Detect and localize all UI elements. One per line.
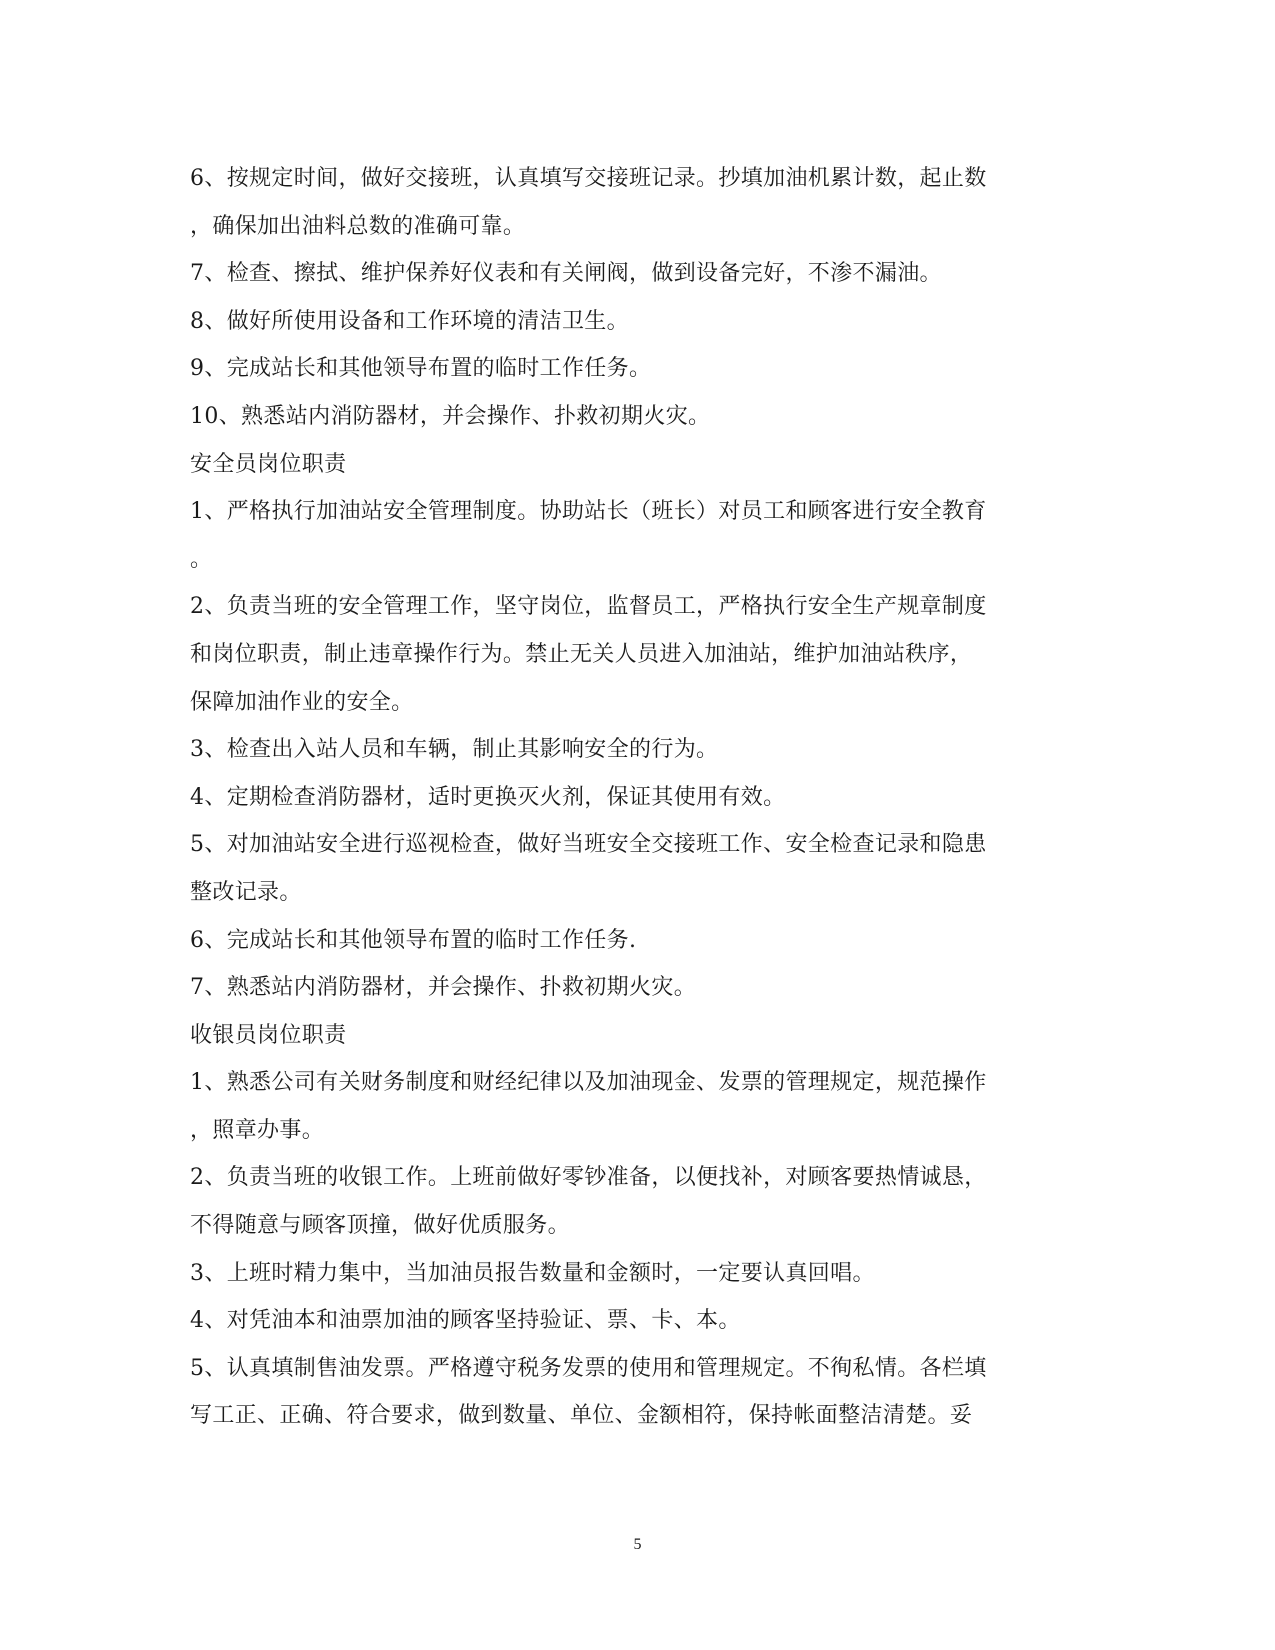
text-line: 10、熟悉站内消防器材，并会操作、扑救初期火灾。 [190, 403, 711, 429]
text-line: 9、完成站长和其他领导布置的临时工作任务。 [190, 356, 652, 382]
section-heading: 安全员岗位职责 [190, 451, 347, 477]
text-line: 整改记录。 [190, 879, 302, 905]
text-line: 6、完成站长和其他领导布置的临时工作任务. [190, 927, 637, 953]
text-line: 和岗位职责，制止违章操作行为。禁止无关人员进入加油站，维护加油站秩序， [190, 641, 973, 667]
text-line: 4、定期检查消防器材，适时更换灭火剂，保证其使用有效。 [190, 784, 786, 810]
text-line: 。 [190, 546, 213, 572]
text-line: ，确保加出油料总数的准确可靠。 [190, 213, 526, 239]
text-line: 5、认真填制售油发票。严格遵守税务发票的使用和管理规定。不徇私情。各栏填 [190, 1355, 987, 1381]
page-number: 5 [633, 1536, 642, 1553]
text-line: ，照章办事。 [190, 1117, 325, 1143]
text-line: 保障加油作业的安全。 [190, 689, 414, 715]
text-line: 4、对凭油本和油票加油的顾客坚持验证、票、卡、本。 [190, 1308, 741, 1334]
text-line: 1、熟悉公司有关财务制度和财经纪律以及加油现金、发票的管理规定，规范操作 [190, 1070, 987, 1096]
text-line: 5、对加油站安全进行巡视检查，做好当班安全交接班工作、安全检查记录和隐患 [190, 832, 987, 858]
text-line: 6、按规定时间，做好交接班，认真填写交接班记录。抄填加油机累计数，起止数 [190, 166, 987, 191]
text-line: 3、检查出入站人员和车辆，制止其影响安全的行为。 [190, 737, 719, 763]
text-line: 7、检查、擦拭、维护保养好仪表和有关闸阀，做到设备完好，不渗不漏油。 [190, 261, 942, 287]
text-line: 写工正、正确、符合要求，做到数量、单位、金额相符，保持帐面整洁清楚。妥 [190, 1403, 973, 1429]
section-heading: 收银员岗位职责 [190, 1022, 347, 1048]
text-line: 8、做好所使用设备和工作环境的清洁卫生。 [190, 308, 629, 334]
text-line: 3、上班时精力集中，当加油员报告数量和金额时，一定要认真回唱。 [190, 1260, 875, 1286]
document-body [190, 155, 1080, 1440]
text-line: 1、严格执行加油站安全管理制度。协助站长（班长）对员工和顾客进行安全教育 [190, 499, 987, 525]
text-line: 不得随意与顾客顶撞，做好优质服务。 [190, 1213, 570, 1239]
text-line: 2、负责当班的安全管理工作，坚守岗位，监督员工，严格执行安全生产规章制度 [190, 594, 987, 620]
text-line: 7、熟悉站内消防器材，并会操作、扑救初期火灾。 [190, 975, 697, 1001]
text-line: 2、负责当班的收银工作。上班前做好零钞准备，以便找补，对顾客要热情诚恳， [190, 1165, 987, 1191]
